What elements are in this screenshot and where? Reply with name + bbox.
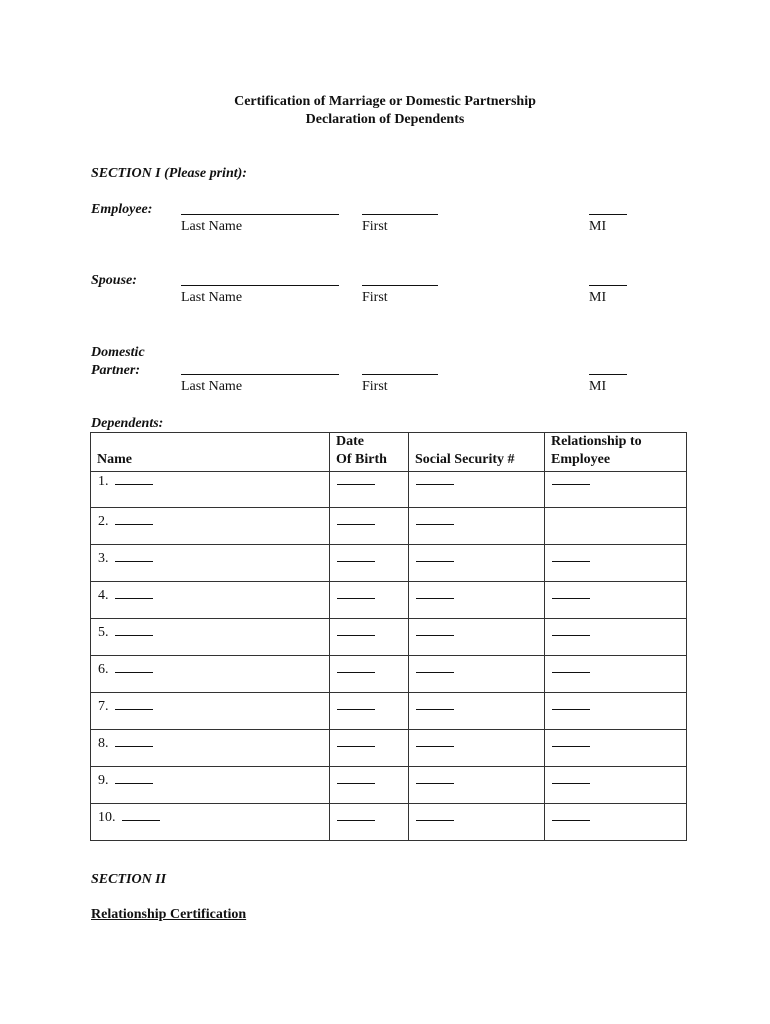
dependent-name-field[interactable] bbox=[122, 810, 160, 821]
ssn-field[interactable] bbox=[416, 588, 454, 599]
dob-field[interactable] bbox=[337, 625, 375, 636]
dependent-name-field[interactable] bbox=[115, 736, 153, 747]
name-cell bbox=[91, 619, 330, 656]
dependents-header-row bbox=[91, 433, 687, 472]
name-cell bbox=[91, 693, 330, 730]
spouse-last-name-field[interactable] bbox=[181, 285, 339, 286]
ssn-field[interactable] bbox=[416, 514, 454, 525]
table-row bbox=[91, 693, 687, 730]
table-row bbox=[91, 804, 687, 841]
employee-mi-field[interactable] bbox=[589, 214, 627, 215]
spouse-last-name-caption: Last Name bbox=[181, 290, 243, 305]
ssn-cell bbox=[409, 508, 545, 545]
ssn-cell bbox=[409, 693, 545, 730]
dob-field[interactable] bbox=[337, 773, 375, 784]
dob-cell bbox=[330, 767, 409, 804]
dependents-table bbox=[90, 432, 687, 841]
dob-cell bbox=[330, 508, 409, 545]
relationship-field[interactable] bbox=[552, 588, 590, 599]
section-1-label: SECTION I (Please print): bbox=[91, 166, 247, 181]
header-dob-line2: Of Birth bbox=[336, 452, 387, 467]
dob-field[interactable] bbox=[337, 662, 375, 673]
relationship-cell bbox=[545, 545, 687, 582]
name-cell bbox=[91, 730, 330, 767]
domestic-partner-label bbox=[91, 344, 145, 380]
header-relationship bbox=[545, 433, 687, 472]
partner-last-name-caption: Last Name bbox=[181, 379, 243, 394]
employee-mi-caption: MI bbox=[589, 219, 607, 234]
table-row bbox=[91, 508, 687, 545]
ssn-field[interactable] bbox=[416, 736, 454, 747]
table-row bbox=[91, 472, 687, 508]
partner-mi-caption: MI bbox=[589, 379, 607, 394]
name-cell bbox=[91, 656, 330, 693]
dob-cell bbox=[330, 472, 409, 508]
dependent-name-field[interactable] bbox=[115, 551, 153, 562]
ssn-cell bbox=[409, 472, 545, 508]
header-dob-line1: Date bbox=[336, 434, 364, 449]
table-row bbox=[91, 582, 687, 619]
ssn-cell bbox=[409, 804, 545, 841]
name-cell bbox=[91, 582, 330, 619]
dob-field[interactable] bbox=[337, 474, 375, 485]
ssn-field[interactable] bbox=[416, 773, 454, 784]
dependent-name-field[interactable] bbox=[115, 699, 153, 710]
relationship-cell bbox=[545, 767, 687, 804]
row-number: 9. bbox=[98, 773, 109, 788]
relationship-cell bbox=[545, 508, 687, 545]
dob-field[interactable] bbox=[337, 699, 375, 710]
row-number: 5. bbox=[98, 625, 109, 640]
dependent-name-field[interactable] bbox=[115, 773, 153, 784]
dob-field[interactable] bbox=[337, 588, 375, 599]
partner-last-name-field[interactable] bbox=[181, 374, 339, 375]
dob-cell bbox=[330, 693, 409, 730]
relationship-field[interactable] bbox=[552, 773, 590, 784]
dob-field[interactable] bbox=[337, 514, 375, 525]
domestic-partner-label-line2: Partner: bbox=[91, 363, 140, 378]
row-number: 6. bbox=[98, 662, 109, 677]
section-2-label: SECTION II bbox=[91, 872, 167, 887]
row-number: 8. bbox=[98, 736, 109, 751]
employee-last-name-field[interactable] bbox=[181, 214, 339, 215]
relationship-certification-heading: Relationship Certification bbox=[91, 907, 247, 922]
relationship-field[interactable] bbox=[552, 551, 590, 562]
form-title: Certification of Marriage or Domestic Partnership bbox=[234, 94, 536, 109]
name-cell bbox=[91, 545, 330, 582]
spouse-first-name-field[interactable] bbox=[362, 285, 438, 286]
table-row bbox=[91, 619, 687, 656]
spouse-mi-field[interactable] bbox=[589, 285, 627, 286]
dependent-name-field[interactable] bbox=[115, 514, 153, 525]
ssn-field[interactable] bbox=[416, 699, 454, 710]
employee-first-caption: First bbox=[362, 219, 388, 234]
row-number: 10. bbox=[98, 810, 116, 825]
row-number: 7. bbox=[98, 699, 109, 714]
dob-field[interactable] bbox=[337, 736, 375, 747]
table-row bbox=[91, 767, 687, 804]
spouse-first-caption: First bbox=[362, 290, 388, 305]
dependent-name-field[interactable] bbox=[115, 588, 153, 599]
partner-mi-field[interactable] bbox=[589, 374, 627, 375]
relationship-cell bbox=[545, 656, 687, 693]
header-name: Name bbox=[91, 433, 330, 472]
employee-first-name-field[interactable] bbox=[362, 214, 438, 215]
relationship-cell bbox=[545, 804, 687, 841]
ssn-cell bbox=[409, 656, 545, 693]
dob-field[interactable] bbox=[337, 551, 375, 562]
ssn-cell bbox=[409, 619, 545, 656]
ssn-field[interactable] bbox=[416, 625, 454, 636]
ssn-cell bbox=[409, 545, 545, 582]
relationship-field[interactable] bbox=[552, 474, 590, 485]
employee-last-name-caption: Last Name bbox=[181, 219, 243, 234]
form-subtitle: Declaration of Dependents bbox=[305, 112, 465, 127]
relationship-cell bbox=[545, 472, 687, 508]
dependents-label: Dependents: bbox=[91, 416, 164, 431]
dob-cell bbox=[330, 582, 409, 619]
table-row bbox=[91, 656, 687, 693]
table-row bbox=[91, 730, 687, 767]
ssn-field[interactable] bbox=[416, 474, 454, 485]
relationship-cell bbox=[545, 582, 687, 619]
relationship-field[interactable] bbox=[552, 810, 590, 821]
ssn-cell bbox=[409, 582, 545, 619]
header-date-of-birth bbox=[330, 433, 409, 472]
dependent-name-field[interactable] bbox=[115, 625, 153, 636]
relationship-cell bbox=[545, 619, 687, 656]
name-cell bbox=[91, 767, 330, 804]
dob-cell bbox=[330, 804, 409, 841]
ssn-cell bbox=[409, 767, 545, 804]
relationship-cell bbox=[545, 693, 687, 730]
relationship-cell bbox=[545, 730, 687, 767]
name-cell bbox=[91, 804, 330, 841]
relationship-field[interactable] bbox=[552, 662, 590, 673]
dob-cell bbox=[330, 545, 409, 582]
row-number: 1. bbox=[98, 474, 109, 489]
spouse-mi-caption: MI bbox=[589, 290, 607, 305]
partner-first-caption: First bbox=[362, 379, 388, 394]
relationship-field[interactable] bbox=[552, 736, 590, 747]
row-number: 4. bbox=[98, 588, 109, 603]
header-rel-line1: Relationship to bbox=[551, 434, 642, 449]
relationship-field[interactable] bbox=[552, 625, 590, 636]
dob-cell bbox=[330, 656, 409, 693]
spouse-label: Spouse: bbox=[91, 273, 137, 288]
row-number: 3. bbox=[98, 551, 109, 566]
dob-cell bbox=[330, 730, 409, 767]
name-cell bbox=[91, 508, 330, 545]
partner-first-name-field[interactable] bbox=[362, 374, 438, 375]
header-rel-line2: Employee bbox=[551, 452, 611, 467]
domestic-partner-label-line1: Domestic bbox=[91, 345, 145, 360]
ssn-cell bbox=[409, 730, 545, 767]
table-row bbox=[91, 545, 687, 582]
dob-field[interactable] bbox=[337, 810, 375, 821]
row-number: 2. bbox=[98, 514, 109, 529]
name-cell bbox=[91, 472, 330, 508]
ssn-field[interactable] bbox=[416, 662, 454, 673]
ssn-field[interactable] bbox=[416, 810, 454, 821]
dependent-name-field[interactable] bbox=[115, 662, 153, 673]
employee-label: Employee: bbox=[91, 202, 153, 217]
dependent-name-field[interactable] bbox=[115, 474, 153, 485]
dob-cell bbox=[330, 619, 409, 656]
relationship-field[interactable] bbox=[552, 699, 590, 710]
ssn-field[interactable] bbox=[416, 551, 454, 562]
header-social-security: Social Security # bbox=[409, 433, 545, 472]
